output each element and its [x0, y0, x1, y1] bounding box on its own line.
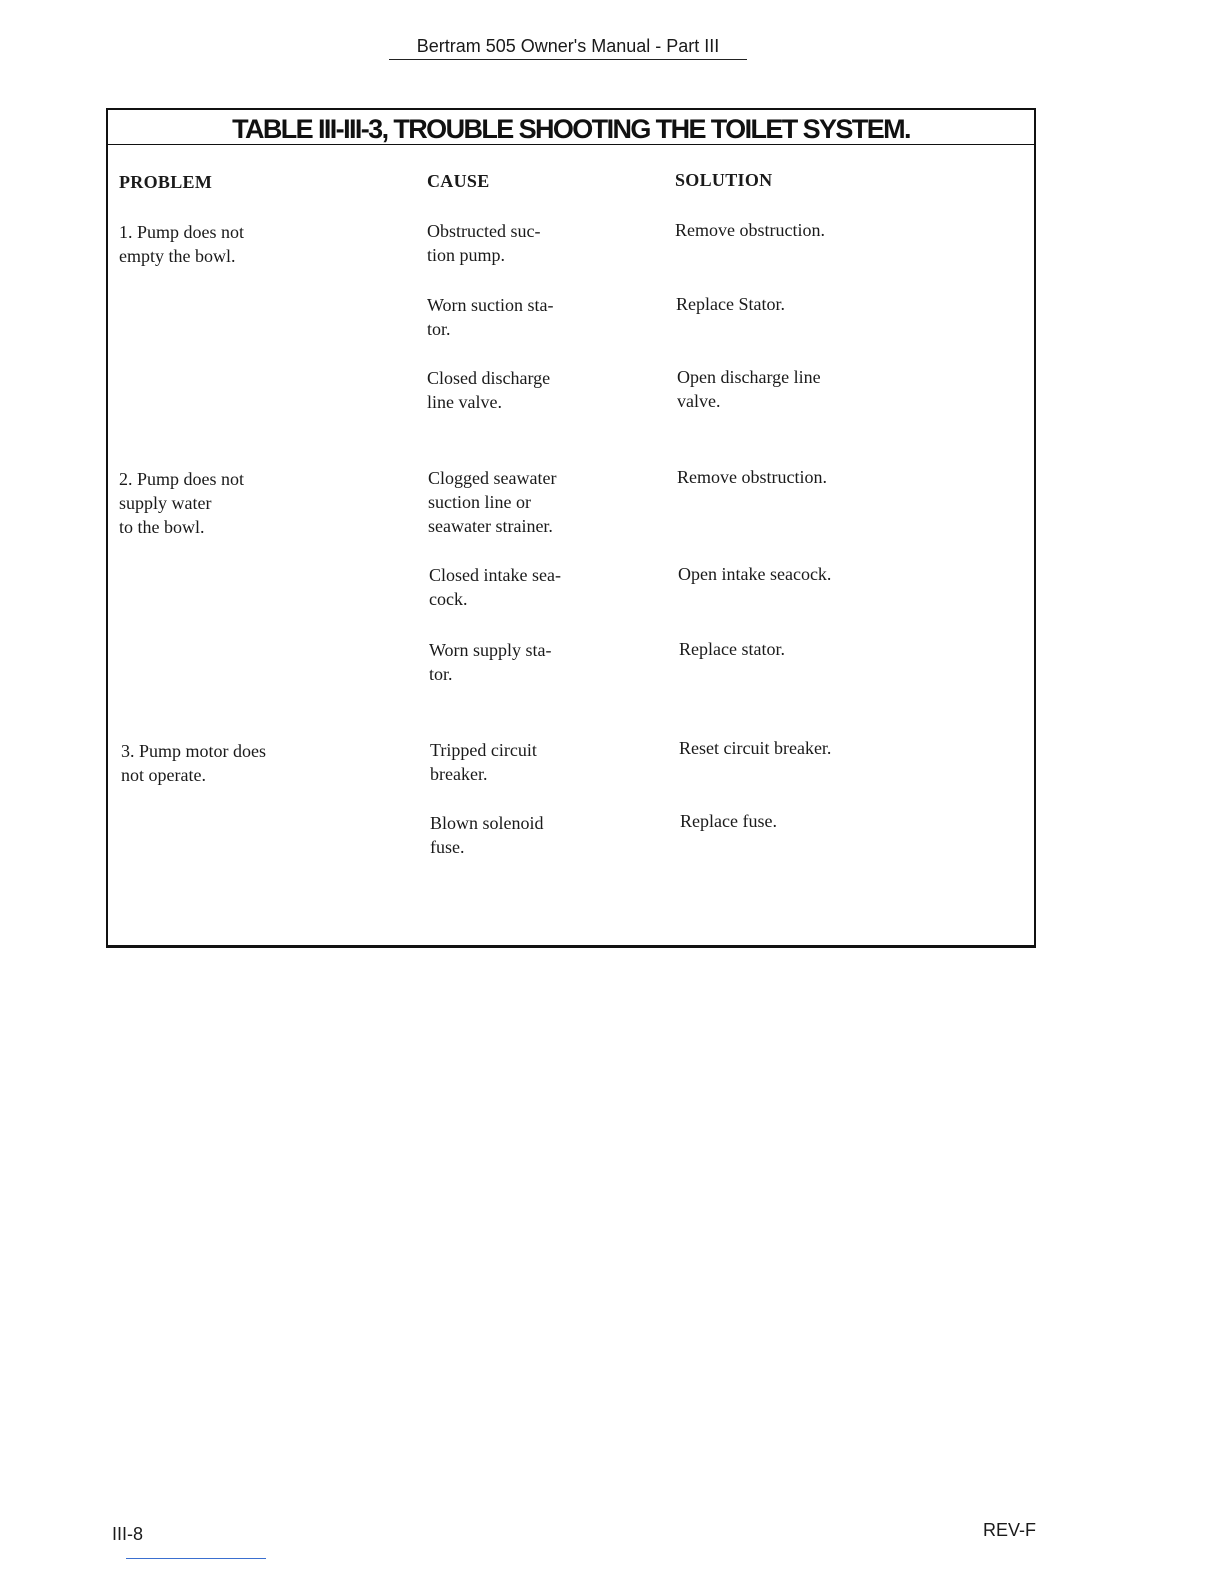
solution-3-1: Reset circuit breaker.: [679, 738, 832, 758]
solution-2-1: Remove obstruction.: [677, 467, 827, 487]
revision-label: REV-F: [983, 1520, 1037, 1540]
solution-2-3: Replace stator.: [679, 639, 785, 659]
solution-2-2: Open intake seacock.: [678, 564, 832, 584]
problem-2: 2. Pump does not supply water to the bowl.: [119, 469, 245, 537]
cause-2-2: Closed intake sea- cock.: [429, 565, 561, 609]
cause-1-1: Obstructed suc- tion pump.: [427, 221, 541, 265]
cause-1-3: Closed discharge line valve.: [427, 368, 551, 412]
problem-3: 3. Pump motor does not operate.: [121, 741, 267, 785]
running-header: Bertram 505 Owner's Manual - Part III: [389, 33, 747, 60]
column-header-solution: SOLUTION: [675, 170, 773, 190]
cause-2-3: Worn supply sta- tor.: [429, 640, 552, 684]
solution-1-3: Open discharge line valve.: [677, 367, 821, 411]
cause-1-2: Worn suction sta- tor.: [427, 295, 554, 339]
table-title: TABLE III-III-3, TROUBLE SHOOTING THE TOILET SYSTEM.: [108, 110, 1034, 145]
cause-3-2: Blown solenoid fuse.: [430, 813, 544, 857]
solution-1-1: Remove obstruction.: [675, 220, 825, 240]
cause-2-1: Clogged seawater suction line or seawater strainer.: [428, 468, 557, 536]
cause-3-1: Tripped circuit breaker.: [430, 740, 537, 784]
solution-3-2: Replace fuse.: [680, 811, 777, 831]
solution-1-2: Replace Stator.: [676, 294, 785, 314]
footer-divider: [126, 1558, 266, 1559]
problem-1: 1. Pump does not empty the bowl.: [119, 222, 245, 266]
column-header-problem: PROBLEM: [119, 172, 213, 192]
troubleshooting-table: [106, 108, 1036, 948]
column-header-cause: CAUSE: [427, 171, 490, 191]
page-number: III-8: [112, 1524, 144, 1544]
